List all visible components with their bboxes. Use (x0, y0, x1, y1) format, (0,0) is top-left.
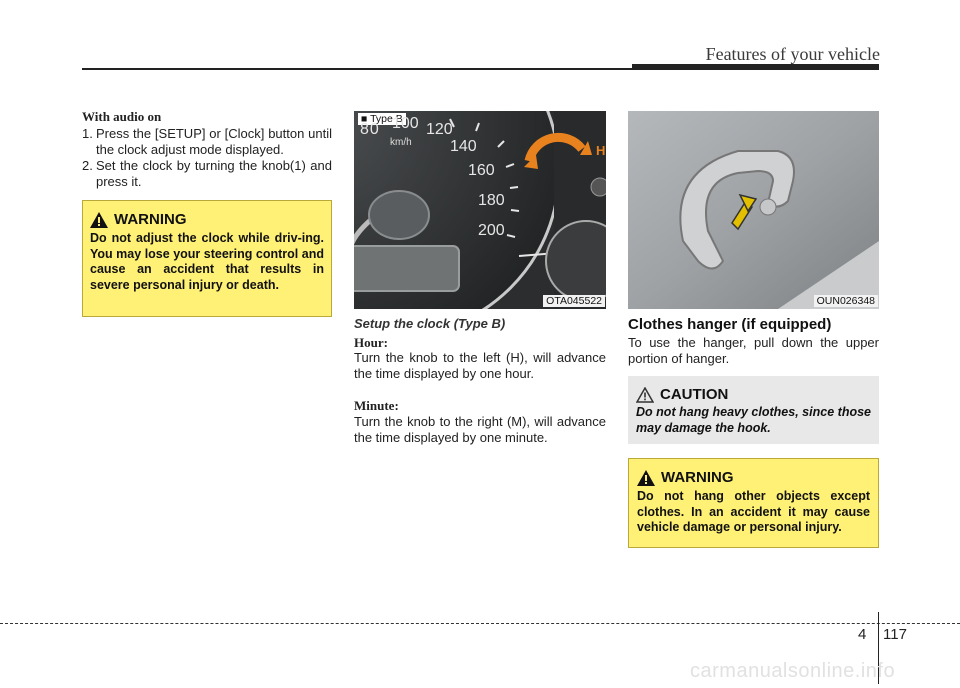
speed-label: 160 (468, 162, 495, 179)
warning-box-hanger (628, 458, 879, 548)
speed-label: 80 (360, 121, 380, 138)
step-1 (82, 126, 332, 158)
warning-title: WARNING (661, 469, 734, 486)
speed-label: 200 (478, 222, 505, 239)
hour-label: Hour: (354, 335, 388, 350)
step-number: 2. (82, 158, 93, 173)
speed-label: 180 (478, 192, 505, 209)
hour-text: Turn the knob to the left (H), will advance the time displayed by one hour. (354, 350, 606, 381)
caution-box-hanger (628, 376, 879, 444)
step-text: Press the [SETUP] or [Clock] button until the clock adjust mode displayed. (96, 126, 332, 157)
warning-header (90, 211, 324, 228)
photo-code: OUN026348 (814, 295, 878, 307)
minute-text: Turn the knob to the right (M), will advance the time displayed by one minute. (354, 414, 606, 445)
warning-triangle-icon (90, 212, 108, 228)
warning-text: Do not hang other objects except clothes. In an accident it may cause vehicle damage or personal injury. (637, 489, 870, 534)
knob-h-label: H (596, 143, 606, 158)
hanger-text: To use the hanger, pull down the upper portion of hanger. (628, 335, 879, 366)
audio-heading: With audio on (82, 109, 162, 124)
warning-header (637, 469, 870, 486)
caution-title: CAUTION (660, 386, 729, 403)
warning-title: WARNING (114, 211, 187, 228)
hanger-heading: Clothes hanger (if equipped) (628, 316, 832, 333)
speed-label: 140 (450, 138, 477, 155)
section-number: 4 (858, 626, 867, 643)
caution-header (636, 386, 871, 403)
step-2 (82, 158, 332, 190)
caution-triangle-icon (636, 387, 654, 403)
photo-code: OTA045522 (543, 295, 605, 307)
speed-label: 120 (426, 121, 453, 138)
warning-box-clock (82, 200, 332, 317)
hanger-illustration (628, 111, 879, 309)
warning-triangle-icon (637, 470, 655, 486)
clock-caption: Setup the clock (Type B) (354, 316, 506, 331)
speed-label: 100 (392, 115, 419, 132)
header-rule-accent (632, 64, 879, 70)
step-number: 1. (82, 126, 93, 141)
clock-steps (82, 126, 332, 190)
warning-text: Do not adjust the clock while driv-ing. You may lose your steering control and cause an accident that results in severe personal injury or death. (90, 231, 324, 292)
speedometer-photo (354, 111, 606, 309)
step-text: Set the clock by turning the knob(1) and press it. (96, 158, 332, 189)
photo-type-tag: ■ Type B (358, 113, 406, 125)
page-header-title: Features of your vehicle (705, 44, 880, 64)
minute-label: Minute: (354, 398, 399, 413)
footer-dashed-rule (0, 623, 960, 624)
clothes-hanger-photo (628, 111, 879, 309)
caution-text: Do not hang heavy clothes, since those may damage the hook. (636, 405, 871, 435)
speed-unit: km/h (390, 137, 412, 148)
watermark: carmanualsonline.info (690, 660, 896, 682)
page-number: 117 (883, 626, 907, 643)
